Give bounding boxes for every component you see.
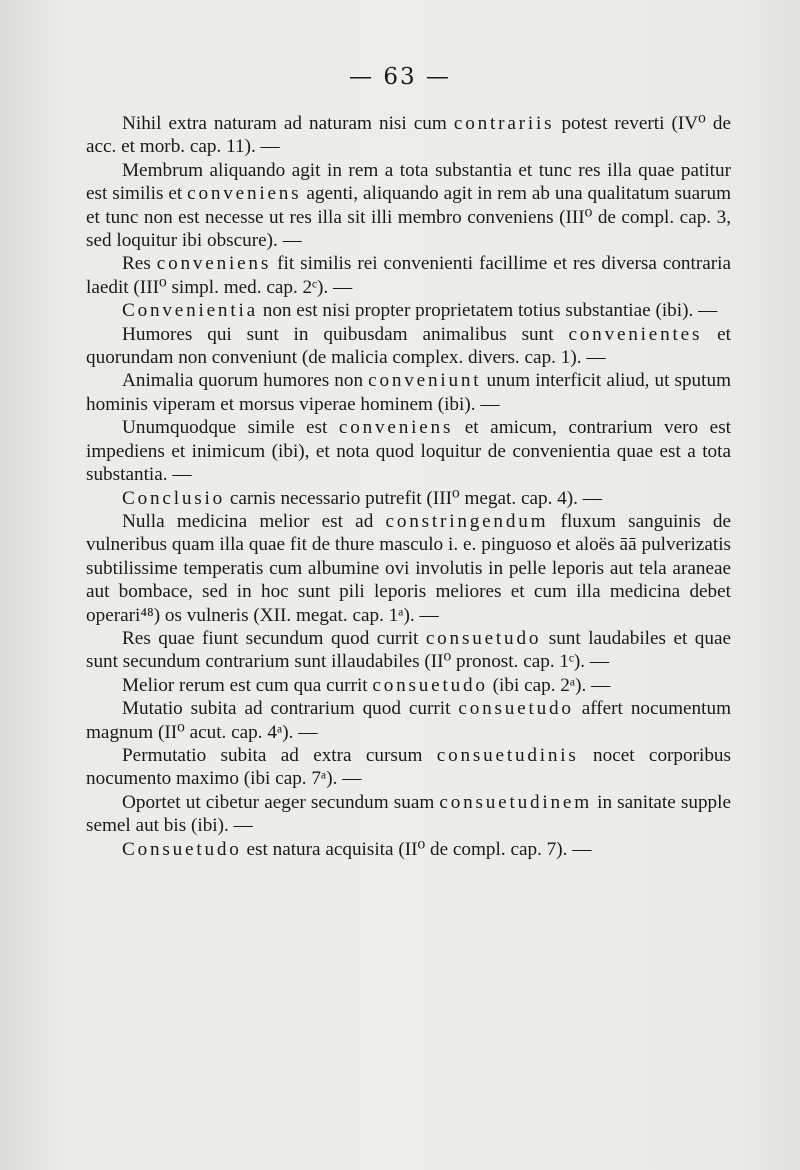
spaced-keyword: Conclusio — [122, 487, 226, 509]
spaced-keyword: conveniens — [338, 417, 454, 439]
spaced-keyword: consuetudinis — [436, 744, 579, 766]
spaced-keyword: contrariis — [453, 113, 555, 134]
paragraph: Conclusio carnis necessario putrefit (III⁰ megat. cap. 4). — — [122, 487, 602, 509]
paragraph: Membrum aliquando agit in rem a tota substantia et tunc res illa quae patitur est similis et conveniens agenti, aliquando agit in rem ab una qualitatum suarum et tunc non est necesse ut res illa sit illi membro conveniens (III⁰ de compl. cap. 3, sed loquitur ibi obscure). — — [86, 159, 732, 252]
spaced-keyword: consuetudo — [372, 674, 488, 696]
paragraph: Oportet ut cibetur aeger secundum suam consuetudinem in sanitate supple semel aut bis (ibi). — — [86, 791, 731, 837]
paragraph: Mutatio subita ad contrarium quod currit consuetudo affert nocumentum magnum (II⁰ acut. cap. 4ᵃ). — — [86, 698, 731, 743]
paragraph: Nihil extra naturam ad naturam nisi cum contrariis potest reverti (IV⁰ de acc. et morb. cap. 11). — — [86, 113, 732, 158]
paragraph: Permutatio subita ad extra cursum consuetudinis nocet corporibus nocumento maximo (ibi cap. 7ᵃ). — — [86, 744, 731, 790]
spaced-keyword: Consuetudo — [122, 838, 242, 860]
paragraph: Res conveniens fit similis rei convenienti facillime et res diversa contraria laedit (III⁰ simpl. med. cap. 2ᶜ). — — [86, 253, 731, 298]
page-body-text — [86, 112, 731, 861]
spaced-keyword: consuetudo — [458, 698, 574, 720]
paragraph: Melior rerum est cum qua currit consuetudo (ibi cap. 2ᵃ). — — [122, 674, 611, 696]
paragraph: Humores qui sunt in quibusdam animalibus sunt convenientes et quorundam non conveniunt (de malicia complex. divers. cap. 1). — — [86, 323, 731, 369]
page-number-header: — 63 — — [349, 64, 451, 90]
spaced-keyword: constringendum — [385, 510, 549, 532]
spaced-keyword: consuetudinem — [439, 791, 592, 813]
paragraph: Nulla medicina melior est ad constringendum fluxum sanguinis de vulneribus quam illa quae fit de thure masculo i. e. pinguoso et aloës āā pulverizatis subtilissime temperatis cum albumine ovi involutis in pelle leporis aut tela araneae aut bombace, sed in hoc sunt pili leporis meliores et cum illa medicina debet operari⁴⁸) os vulneris (XII. megat. cap. 1ᵃ). — — [86, 510, 731, 626]
spaced-keyword: conveniens — [187, 183, 302, 205]
paragraph: Res quae fiunt secundum quod currit consuetudo sunt laudabiles et quae sunt secundum contrarium sunt illaudabiles (II⁰ pronost. cap. 1ᶜ). — — [86, 627, 732, 673]
paragraph: Animalia quorum humores non conveniunt unum interficit aliud, ut sputum hominis viperam et morsus viperae hominem (ibi). — — [86, 370, 731, 415]
spaced-keyword: convenientes — [568, 323, 703, 345]
spaced-keyword: consuetudo — [425, 627, 542, 649]
paragraph: Convenientia non est nisi propter proprietatem totius substantiae (ibi). — — [122, 300, 718, 322]
paragraph: Unumquodque simile est conveniens et amicum, contrarium vero est impediens et inimicum (ibi), et nota quod loquitur de convenientia quae est a tota substantia. — — [86, 417, 731, 486]
spaced-keyword: Convenientia — [122, 300, 258, 322]
spaced-keyword: conveniunt — [368, 370, 482, 392]
paragraph: Consuetudo est natura acquisita (II⁰ de compl. cap. 7). — — [122, 838, 592, 860]
spaced-keyword: conveniens — [156, 253, 272, 275]
